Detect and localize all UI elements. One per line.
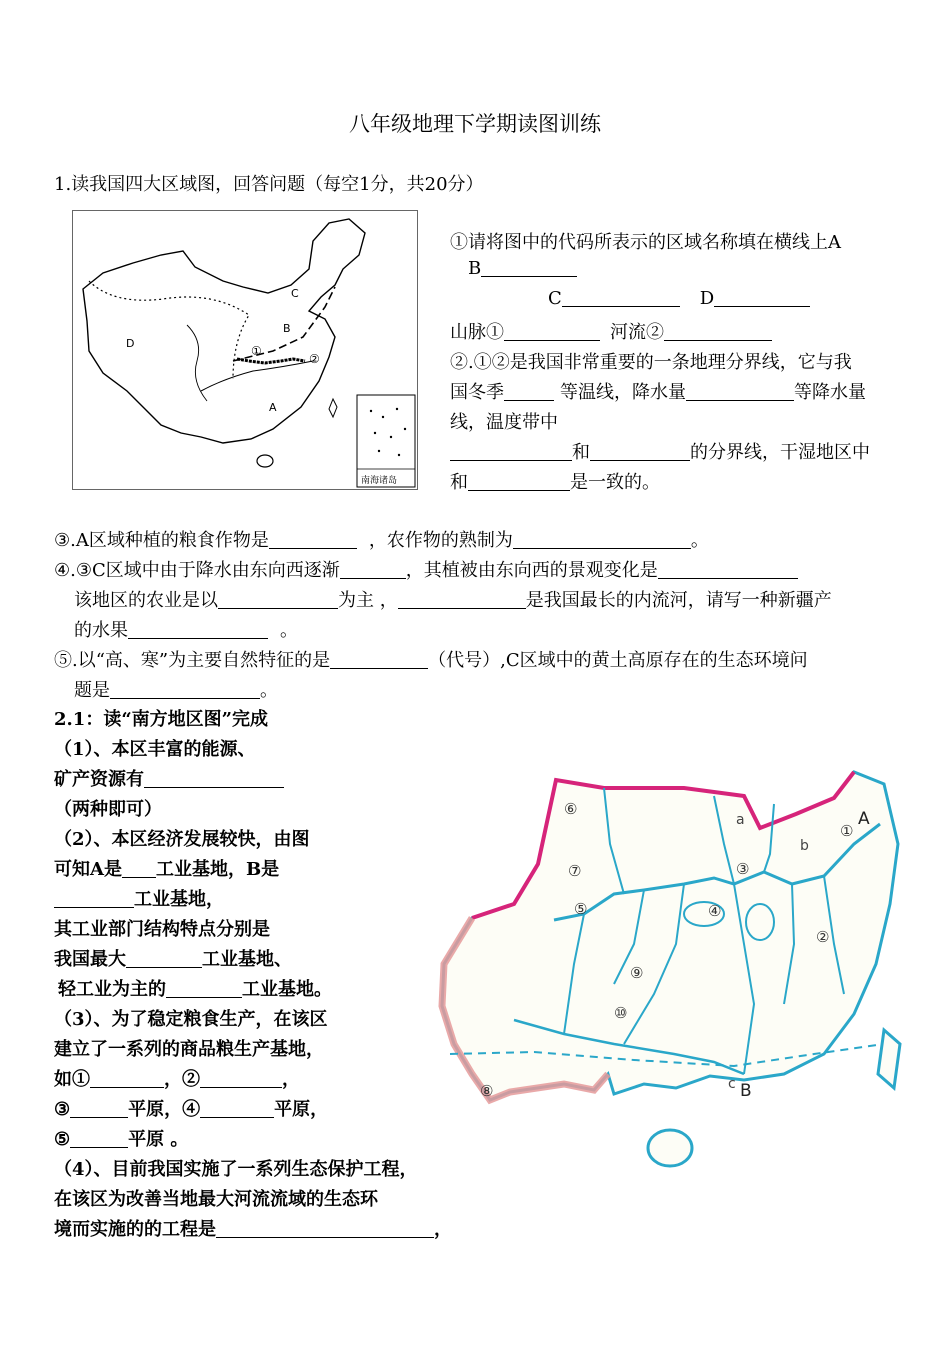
map-number-7: ⑦	[568, 862, 582, 880]
inset-label: 南海诸岛	[361, 476, 398, 486]
q1-p5-line1: ⑤.以“高、寒”为主要自然特征的是 （代号）,C区域中的黄土高原存在的生态环境问	[54, 650, 808, 671]
q1-p2-line4: 和 的分界线，干湿地区中	[450, 438, 870, 464]
q2-s1-line3: （两种即可）	[54, 799, 162, 820]
q1-p1-line4: 山脉① 河流②	[450, 318, 772, 344]
map-number-8: ⑧	[480, 1082, 494, 1100]
map-number-10: ⑩	[614, 1004, 628, 1022]
q2-heading: 2.1：读“南方地区图”完成	[54, 709, 269, 730]
southern-region-map	[414, 744, 908, 1200]
q1-p4-line3: 的水果 。	[74, 620, 298, 641]
q2-s2-line3: 工业基地，	[54, 885, 224, 911]
q1-p1-line3: C D	[548, 288, 810, 309]
q1-p4-line2: 该地区的农业是以 为主 ， 是我国最长的内流河，请写一种新疆产	[74, 590, 832, 611]
q2-s4-line1: （4）、目前我国实施了一系列生态保护工程，	[54, 1159, 418, 1180]
q1-p1-line1: ①请将图中的代码所表示的区域名称填在横线上A	[450, 232, 841, 253]
map-number-3: ③	[736, 860, 750, 878]
region-label-c: C	[291, 287, 299, 300]
region-label-d: D	[126, 337, 135, 350]
map-number-5: ⑤	[574, 900, 588, 918]
q2-s2-line4: 其工业部门结构特点分别是	[54, 919, 270, 940]
china-regions-map	[72, 210, 418, 490]
q2-s3-line4: ③ 平原，④ 平原，	[54, 1099, 329, 1120]
map-number-2: ②	[816, 928, 830, 946]
q2-s3-line2: 建立了一系列的商品粮生产基地，	[54, 1039, 324, 1060]
q2-s3-line3: 如① ，② ，	[54, 1069, 300, 1090]
q1-p1-line2: B	[468, 258, 577, 279]
map-letter-a-upper: A	[858, 809, 870, 829]
map-number-6: ⑥	[564, 800, 578, 818]
q2-s2-line6: 轻工业为主的 工业基地。	[58, 979, 332, 1000]
q2-s2-line2: 可知A是 工业基地，B是	[54, 859, 280, 880]
q2-s2-line5: 我国最大 工业基地、	[54, 949, 292, 970]
q1-p3: ③.A区域种植的粮食作物是 ，农作物的熟制为 。	[54, 530, 709, 551]
q1-p2-line2: 国冬季 等温线，降水量 等降水量	[450, 382, 866, 403]
map-number-9: ⑨	[630, 964, 644, 982]
q2-s1-line2: 矿产资源有	[54, 765, 284, 791]
page-title: 八年级地理下学期读图训练	[349, 112, 601, 136]
marker-label-2: ②	[309, 352, 320, 366]
map-letter-b-lower: b	[800, 838, 809, 854]
q2-s4-line3: 境而实施的的工程是 ，	[54, 1219, 452, 1240]
q1-p4-line1: ④.③C区域中由于降水由东向西逐渐 ，其植被由东向西的景观变化是	[54, 556, 798, 582]
q2-s3-line5: ⑤ 平原 。	[54, 1129, 189, 1150]
q2-s4-line2: 在该区为改善当地最大河流流域的生态环	[54, 1189, 378, 1210]
q1-heading: 1.读我国四大区域图，回答问题（每空1分，共20分）	[54, 174, 484, 195]
map-letter-c-lower: c	[728, 1076, 736, 1092]
region-label-b: B	[283, 322, 291, 335]
map-number-1: ①	[840, 822, 854, 840]
marker-label-1: ①	[251, 344, 262, 358]
q2-s1-line1: （1）、本区丰富的能源、	[54, 739, 256, 760]
region-label-a: A	[269, 401, 277, 414]
q2-s2-line1: （2）、本区经济发展较快，由图	[54, 829, 310, 850]
q1-p2-line5: 和 是一致的。	[450, 472, 660, 493]
map-letter-a-lower: a	[736, 812, 745, 828]
q2-s3-line1: （3）、为了稳定粮食生产，在该区	[54, 1009, 328, 1030]
q1-p2-line1: ②.①②是我国非常重要的一条地理分界线，它与我	[450, 352, 852, 373]
q1-p5-line2: 题是 。	[74, 680, 278, 701]
map-letter-b-upper: B	[740, 1081, 752, 1101]
q1-p2-line3: 线，温度带中	[450, 412, 558, 433]
map-number-4: ④	[708, 902, 722, 920]
